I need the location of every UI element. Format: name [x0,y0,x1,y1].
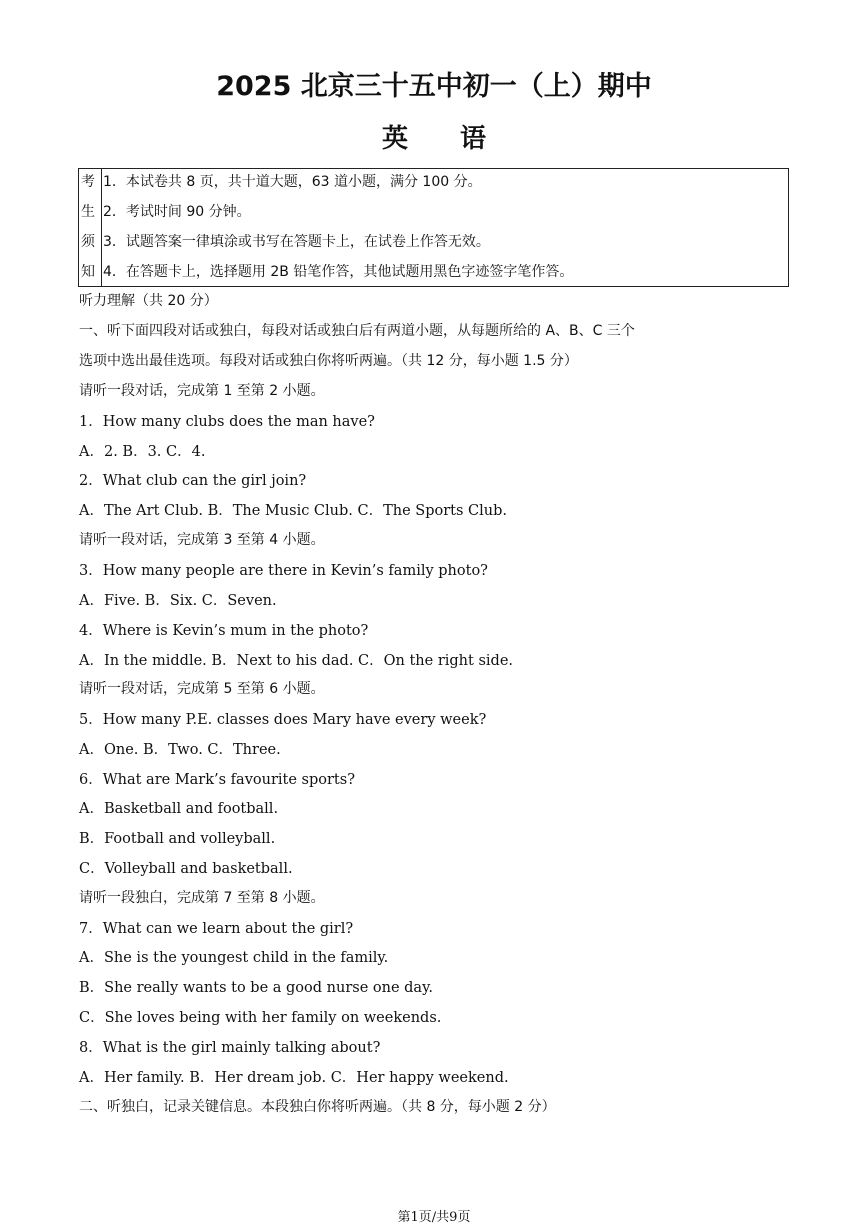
notice-side-char: 考 [81,174,95,190]
notice-rule: 2．考试时间 90 分钟。 [103,204,251,220]
answer-option: C．She loves being with her family on weekends. [79,1010,442,1026]
answer-options: A．The Art Club. B．The Music Club. C．The Sports Club. [79,503,508,519]
notice-side-char: 生 [81,204,95,220]
question: 6．What are Mark’s favourite sports? [79,772,355,788]
answer-option: A．She is the youngest child in the family. [79,950,389,966]
question: 7．What can we learn about the girl? [79,921,354,937]
subject-char: 英 [381,124,408,154]
subject-char: 语 [460,124,487,154]
question: 5．How many P.E. classes does Mary have every week? [79,712,487,728]
answer-option: B．She really wants to be a good nurse one day. [79,980,433,996]
answer-options: A．Five. B．Six. C．Seven. [79,593,277,609]
instruction-line: 一、听下面四段对话或独白，每段对话或独白后有两道小题，从每题所给的 A、B、C 三个 [79,323,635,339]
notice-rule: 3．试题答案一律填涂或书写在答题卡上，在试卷上作答无效。 [103,234,490,250]
section-heading: 二、听独白，记录关键信息。本段独白你将听两遍。（共 8 分，每小题 2 分） [79,1099,556,1115]
notice-rule: 4．在答题卡上，选择题用 2B 铅笔作答，其他试题用黑色字迹签字笔作答。 [103,264,574,280]
answer-options: A．2. B．3. C．4. [79,444,206,460]
notice-side-label [79,169,102,286]
monologue-instruction: 请听一段独白，完成第 7 至第 8 小题。 [79,890,325,906]
question: 1．How many clubs does the man have? [79,414,375,430]
page-title: 2025 北京三十五中初一（上）期中 [216,71,652,102]
notice-side-char: 知 [81,264,95,280]
notice-side-char: 须 [81,234,95,250]
dialogue-instruction: 请听一段对话，完成第 5 至第 6 小题。 [79,681,325,697]
answer-option: A．Basketball and football. [79,801,279,817]
question: 8．What is the girl mainly talking about? [79,1040,381,1056]
question: 4．Where is Kevin’s mum in the photo? [79,623,369,639]
answer-option: B．Football and volleyball. [79,831,276,847]
dialogue-instruction: 请听一段对话，完成第 3 至第 4 小题。 [79,532,325,548]
page-footer: 第1页/共9页 [397,1210,471,1225]
answer-options: A．Her family. B．Her dream job. C．Her happy weekend. [79,1070,509,1086]
answer-option: C．Volleyball and basketball. [79,861,293,877]
instruction-line: 选项中选出最佳选项。每段对话或独白你将听两遍。（共 12 分，每小题 1.5 分） [79,353,578,369]
answer-options: A．One. B．Two. C．Three. [79,742,281,758]
subject-title [0,118,868,155]
question: 2．What club can the girl join? [79,473,307,489]
question: 3．How many people are there in Kevin’s family photo? [79,563,488,579]
exam-notice-box [78,168,789,287]
answer-options: A．In the middle. B．Next to his dad. C．On the right side. [79,653,514,669]
dialogue-instruction: 请听一段对话，完成第 1 至第 2 小题。 [79,383,325,399]
section-heading: 听力理解（共 20 分） [79,293,218,309]
notice-rule: 1．本试卷共 8 页，共十道大题，63 道小题，满分 100 分。 [103,174,482,190]
